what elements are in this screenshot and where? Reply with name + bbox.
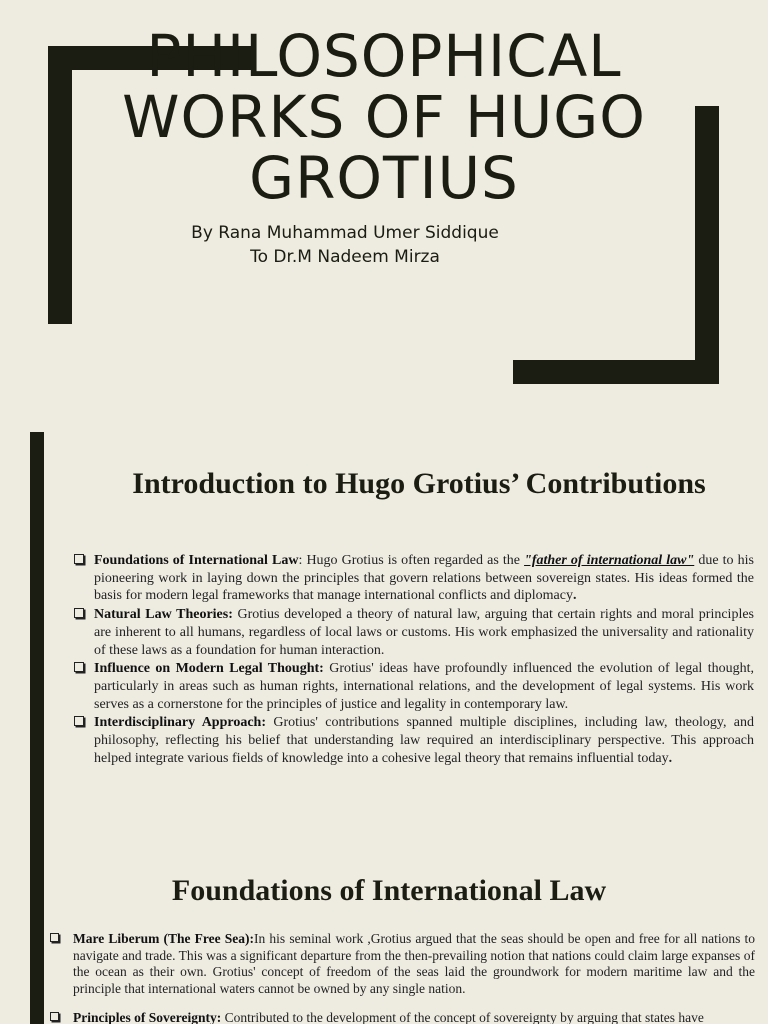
checkbox-bullet-icon bbox=[74, 662, 84, 672]
checkbox-bullet-icon bbox=[50, 933, 59, 942]
frame-corner-bottom-right-horizontal bbox=[513, 360, 719, 384]
bullet-label: Mare Liberum (The Free Sea): bbox=[73, 931, 255, 946]
bullet-label: Influence on Modern Legal Thought: bbox=[94, 661, 324, 677]
emphasized-quote: "father of international law" bbox=[524, 553, 695, 568]
checkbox-bullet-icon bbox=[74, 716, 84, 726]
bullet-label: Interdisciplinary Approach: bbox=[94, 715, 267, 731]
bullet-text: In his seminal work ,Grotius argued that the seas should be open and free for all nations to navigate and trade. This was a significant departure from the then-prevailing notion that nations could claim large expanses of the ocean as their own. Grotius' concept of freedom of the seas laid the groundwork for modern maritime law and the principle that international waters cannot be owned by any single nation. bbox=[73, 931, 755, 996]
bullet-text-continued: due to his pioneering work in laying down the principles that govern relations between sovereign states. His ideas formed the basis for modern legal frameworks that manage international conflicts and diplomacy bbox=[94, 553, 754, 604]
bullet-text: Hugo Grotius is often regarded as the bbox=[306, 553, 525, 568]
bullet-text: Contributed to the development of the concept of sovereignty by arguing that states have bbox=[221, 1010, 704, 1024]
bullet-item bbox=[94, 552, 754, 605]
bullet-item bbox=[94, 714, 754, 767]
bullet-text: Grotius' ideas have profoundly influenced the evolution of legal thought, particularly in areas such as human rights, international relations, and the development of legal systems. His work serves as a cornerstone for the principles of justice and legality in contemporary law. bbox=[94, 661, 754, 712]
frame-corner-bottom-right-vertical bbox=[695, 106, 719, 384]
bullet-text: Grotius developed a theory of natural law, arguing that certain rights and moral principles are inherent to all humans, regardless of local laws or customs. His work emphasized the universality and rationality of these laws as a foundation for human interaction. bbox=[94, 607, 754, 658]
checkbox-bullet-icon bbox=[50, 1012, 59, 1021]
author-byline: By Rana Muhammad Umer Siddique bbox=[191, 223, 499, 243]
checkbox-bullet-icon bbox=[74, 608, 84, 618]
presentation-title: PHILOSOPHICAL WORKS OF HUGO GROTIUS bbox=[122, 22, 646, 212]
bullet-item bbox=[73, 931, 755, 997]
left-accent-bar bbox=[30, 432, 44, 865]
bullet-item bbox=[73, 1010, 755, 1024]
introduction-slide bbox=[0, 432, 768, 865]
foundations-slide bbox=[0, 865, 768, 1024]
bullet-item bbox=[94, 660, 754, 713]
bullet-end-period: . bbox=[668, 750, 673, 766]
slide-heading: Foundations of International Law bbox=[171, 874, 607, 907]
bullet-separator: : bbox=[298, 553, 307, 568]
frame-corner-top-left-vertical bbox=[48, 46, 72, 324]
bullet-end-period: . bbox=[572, 588, 577, 604]
slide-heading: Introduction to Hugo Grotius’ Contributions bbox=[132, 467, 706, 500]
bullet-item bbox=[94, 606, 754, 659]
bullet-label: Natural Law Theories: bbox=[94, 607, 233, 623]
bullet-label: Principles of Sovereignty: bbox=[73, 1010, 222, 1024]
bullet-label: Foundations of International Law bbox=[94, 553, 299, 568]
bullet-list bbox=[94, 552, 754, 768]
title-slide bbox=[0, 0, 768, 432]
bullet-list bbox=[73, 931, 755, 1024]
recipient-line: To Dr.M Nadeem Mirza bbox=[250, 247, 440, 267]
checkbox-bullet-icon bbox=[74, 554, 84, 564]
bullet-text: Grotius' contributions spanned multiple disciplines, including law, theology, and philosophy, reflecting his belief that understanding law required an interdisciplinary perspective. This approach helped integrate various fields of knowledge into a cohesive legal theory that remains influential today bbox=[94, 715, 755, 766]
